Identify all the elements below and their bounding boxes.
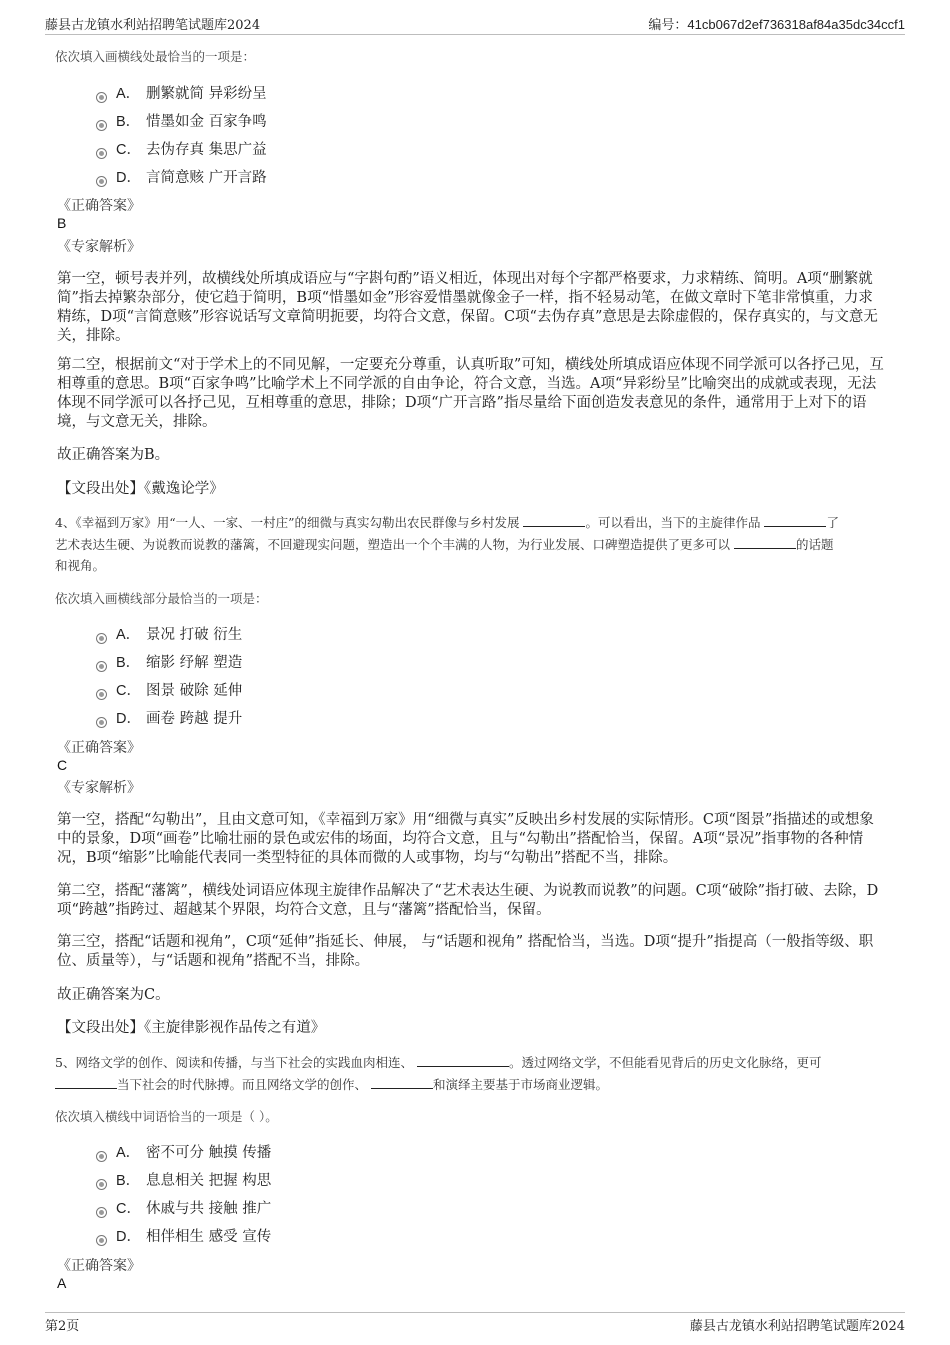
q3-analysis-paragraph-2: 第二空，根据前文“对于学术上的不同见解，一定要充分尊重，认真听取”可知，横线处所填成语应体现不同学派可以各抒己见，互相尊重的意思。B项“百家争鸣”比喻学术上不同学派的自由争论，符合文意，当选。A项“异彩纷呈”比喻突出的成就或表现，无法体现不同学派可以各抒己见，互相尊重的意思，排除；D项“广开言路”指尽量给下面创造发表意见的条件，通常用于上对下的语境，与文意无关，排除。 — [57, 357, 884, 430]
blank-3[interactable] — [734, 536, 796, 549]
radio-icon[interactable] — [96, 689, 107, 700]
q3-option-b[interactable]: B． 惜墨如金 百家争鸣 — [96, 110, 267, 132]
blank-1[interactable] — [523, 514, 585, 527]
page-footer — [45, 1312, 905, 1335]
radio-icon[interactable] — [96, 148, 107, 159]
page-header — [45, 14, 905, 35]
header-title: 藤县古龙镇水利站招聘笔试题库2024 — [45, 18, 261, 33]
q3-option-a[interactable]: A． 删繁就简 异彩纷呈 — [96, 82, 267, 104]
radio-icon[interactable] — [96, 1235, 107, 1246]
q4-analysis-paragraph-1: 第一空，搭配“勾勒出”，且由文意可知，《幸福到万家》用“细微与真实”反映出乡村发展的实际情形。C项“图景”指描述的或想象中的景象，D项“画卷”比喻壮丽的景色或宏伟的场面，均符合文意，且与“勾勒出”搭配恰当，保留。A项“景况”指事物的各种情况，B项“缩影”比喻能代表同一类型特征的具体而微的人或事物，均与“勾勒出”搭配不当，排除。 — [57, 812, 874, 866]
q4-instruction: 依次填入画横线部分最恰当的一项是： — [55, 591, 268, 606]
q5-answer-label: 《正确答案》 — [57, 1258, 141, 1274]
footer-title: 藤县古龙镇水利站招聘笔试题库2024 — [689, 1319, 905, 1334]
q4-source: 【文段出处】《主旋律影视作品传之有道》 — [57, 1020, 326, 1036]
q3-option-d[interactable]: D． 言简意赅 广开言路 — [96, 166, 267, 188]
q4-answer-label: 《正确答案》 — [57, 740, 141, 756]
radio-icon[interactable] — [96, 176, 107, 187]
radio-icon[interactable] — [96, 1207, 107, 1218]
radio-icon[interactable] — [96, 661, 107, 672]
q4-analysis-paragraph-3: 第三空，搭配“话题和视角”，C项“延伸”指延长、伸展， 与“话题和视角” 搭配恰当，当选。D项“提升”指提高（一般指等级、职位、质量等），与“话题和视角”搭配不当，排除。 — [57, 934, 874, 969]
q4-option-a[interactable]: A． 景况 打破 衍生 — [96, 623, 242, 645]
blank-1[interactable] — [417, 1054, 509, 1067]
q5-option-a[interactable]: A． 密不可分 触摸 传播 — [96, 1141, 271, 1163]
q3-answer-label: 《正确答案》 — [57, 198, 141, 214]
q5-option-b[interactable]: B． 息息相关 把握 构思 — [96, 1169, 271, 1191]
q3-option-c[interactable]: C． 去伪存真 集思广益 — [96, 138, 267, 160]
q3-analysis-paragraph-1: 第一空，顿号表并列，故横线处所填成语应与“字斟句酌”语义相近，体现出对每个字都严格要求，力求精练、简明。A项“删繁就简”指去掉繁杂部分，使它趋于简明，B项“惜墨如金”形容爱惜墨就像金子一样，指不轻易动笔，在做文章时下笔非常慎重，力求精练，D项“言简意赅”形容说话写文章简明扼要，均符合文意，保留。C项“去伪存真”意思是去除虚假的，保存真实的，与文意无关，排除。 — [57, 271, 878, 344]
q5-instruction: 依次填入横线中词语恰当的一项是（ ）。 — [55, 1109, 278, 1124]
q3-answer: B — [57, 215, 67, 231]
radio-icon[interactable] — [96, 717, 107, 728]
q3-instruction: 依次填入画横线处最恰当的一项是： — [55, 49, 256, 64]
q4-conclusion: 故正确答案为C。 — [57, 987, 170, 1003]
blank-2[interactable] — [764, 514, 826, 527]
radio-icon[interactable] — [96, 633, 107, 644]
q4-analysis-paragraph-2: 第二空，搭配“藩篱”，横线处词语应体现主旋律作品解决了“艺术表达生硬、为说教而说教”的问题。C项“破除”指打破、去除，D项“跨越”指跨过、超越某个界限，均符合文意，且与“藩篱”搭配恰当，保留。 — [57, 883, 879, 918]
q4-answer: C — [57, 757, 68, 773]
q5-option-d[interactable]: D． 相伴相生 感受 宣传 — [96, 1225, 271, 1247]
q4-option-c[interactable]: C． 图景 破除 延伸 — [96, 679, 242, 701]
page-number: 第2页 — [45, 1319, 80, 1334]
q4-option-b[interactable]: B． 缩影 纾解 塑造 — [96, 651, 242, 673]
q5-answer: A — [57, 1275, 67, 1291]
document-code: 编号：41cb067d2ef736318af84a35dc34ccf1 — [648, 17, 905, 32]
q4-analysis-label: 《专家解析》 — [57, 780, 141, 796]
blank-3[interactable] — [371, 1076, 433, 1089]
q3-source: 【文段出处】《戴逸论学》 — [57, 481, 224, 497]
radio-icon[interactable] — [96, 1151, 107, 1162]
q3-analysis-label: 《专家解析》 — [57, 239, 141, 255]
q5-stem: 5、网络文学的创作、阅读和传播，与当下社会的实践血肉相连、 。透过网络文学，不但能看见背后的历史文化脉络，更可 当下社会的时代脉搏。而且网络文学的创作、 和演绎主要基于市场商业逻辑。 — [55, 1055, 822, 1092]
q4-option-d[interactable]: D． 画卷 跨越 提升 — [96, 707, 242, 729]
radio-icon[interactable] — [96, 1179, 107, 1190]
blank-2[interactable] — [55, 1076, 117, 1089]
q5-option-c[interactable]: C． 休戚与共 接触 推广 — [96, 1197, 271, 1219]
radio-icon[interactable] — [96, 92, 107, 103]
radio-icon[interactable] — [96, 120, 107, 131]
q3-conclusion: 故正确答案为B。 — [57, 447, 170, 463]
q4-stem: 4、《幸福到万家》用“一人、一家、一村庄”的细微与真实勾勒出农民群像与乡村发展 。可以看出，当下的主旋律作品 了 艺术表达生硬、为说教而说教的藩篱，不回避现实问题，塑造出一个个丰满的人物，为行业发展、口碑塑造提供了更多可以 的话题 和视角。 — [55, 515, 839, 573]
